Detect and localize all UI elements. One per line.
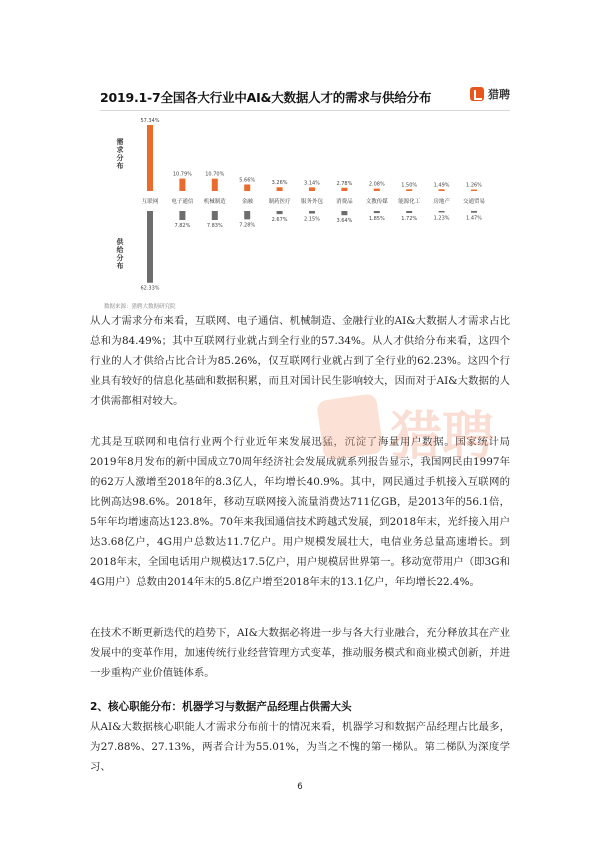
brand — [470, 86, 510, 102]
demand-bar — [309, 187, 315, 191]
chart-title: 2019.1-7全国各大行业中AI&大数据人才的需求与供给分布 — [100, 90, 432, 105]
supply-data-label: 62.33% — [140, 285, 160, 292]
brand-name: 猎聘 — [488, 88, 510, 101]
demand-axis-label: 需求分布 — [116, 138, 124, 170]
brand-logo-icon — [470, 87, 484, 101]
supply-data-label: 1.85% — [368, 216, 385, 223]
chart-source: 数据来源：猎聘大数据研究院 — [104, 304, 176, 310]
category-label: 交通贸易 — [462, 199, 486, 205]
supply-bar — [147, 211, 153, 283]
demand-bar — [439, 189, 445, 191]
category-label: 消费品 — [336, 199, 353, 205]
watermark-text: 猎聘 — [390, 407, 495, 467]
supply-data-label: 2.15% — [304, 216, 320, 223]
demand-data-label: 1.26% — [466, 182, 482, 189]
category-label: 房地产 — [433, 199, 450, 205]
paragraph-3: 在技术不断更新迭代的趋势下，AI&大数据必将进一步与各大行业融合，充分释放其在产业发展中的变革作用，加速传统行业经营管理方式变革，推动服务模式和商业模式创新，并进一步重构产业价值链体系。 — [90, 627, 510, 679]
category-label: 文教传媒 — [365, 199, 388, 205]
category-label: 金融 — [241, 199, 253, 205]
category-label: 机械制造 — [203, 199, 226, 205]
supply-bar — [406, 211, 412, 213]
demand-bar — [341, 188, 347, 191]
supply-bar — [244, 211, 250, 219]
demand-bar — [244, 184, 250, 191]
supply-data-label: 3.64% — [336, 218, 353, 225]
supply-bar — [439, 211, 445, 212]
demand-bar — [179, 179, 185, 191]
demand-data-label: 2.08% — [368, 181, 385, 188]
demand-bar — [212, 179, 218, 191]
supply-data-label: 7.82% — [174, 223, 191, 230]
category-label: 能源化工 — [398, 199, 421, 205]
supply-bar — [277, 211, 283, 214]
demand-data-label: 57.34% — [140, 118, 160, 124]
paragraph-2: 尤其是互联网和电信行业两个行业近年来发展迅猛，沉淀了海量用户数据。国家统计局2019年8月发布的新中国成立70周年经济社会发展成就系列报告显示，我国网民由1997年的62万人激增至2018年的8.3亿人，年均增长40.9%。其中，网民通过手机接入互联网的比例高达98.6%。2018年，移动互联网接入流量消费达711亿GB，是2013年的56.1倍，5年年均增速高达123.8%。70年来我国通信技术跨越式发展，到2018年末，光纤接入用户达3.68亿户，4G用户总数达11.7亿户。用户规模发展壮大，电信业务总量高速增长。到2018年末，全国电话用户规模达17.5亿户，用户规模居世界第一。移动宽带用户（即3G和4G用户）总数由2014年末的5.8亿户增至2018年末的13.1亿户，年均增长22.4%。 — [90, 436, 510, 588]
supply-bar — [374, 211, 380, 213]
category-label: 制药医疗 — [268, 199, 291, 205]
section-heading: 2、核心职能分布：机器学习与数据产品经理占供需大头 — [90, 701, 352, 713]
chart-header — [100, 84, 510, 110]
supply-bar — [341, 211, 347, 215]
demand-bar — [406, 189, 412, 191]
category-label: 服务外包 — [300, 199, 324, 205]
supply-data-label: 2.67% — [271, 217, 288, 224]
supply-bar — [309, 211, 315, 213]
paragraph-1: 从人才需求分布来看，互联网、电子通信、机械制造、金融行业的AI&大数据人才需求占比总和为84.49%；其中互联网行业就占到全行业的57.34%。从人才供给分布来看，这四个行业的人才供给占比合计为85.26%，仅互联网行业就占到了全行业的62.23%。这四个行业具有较好的信息化基础和数据积累，而且对国计民生影响较大，因而对于AI&大数据的人才供需都相对较大。 — [90, 315, 510, 407]
demand-bar — [277, 187, 283, 191]
demand-data-label: 1.50% — [401, 182, 418, 189]
category-label: 电子通信 — [171, 199, 194, 205]
supply-data-label: 1.47% — [466, 215, 482, 222]
demand-bar — [374, 189, 380, 191]
supply-bar — [179, 211, 185, 220]
supply-axis-label: 供给分布 — [116, 238, 124, 270]
demand-data-label: 1.49% — [433, 182, 450, 189]
supply-bar — [212, 211, 218, 220]
demand-data-label: 5.66% — [239, 177, 256, 184]
demand-data-label: 10.70% — [205, 171, 225, 178]
demand-data-label: 2.78% — [336, 180, 353, 187]
supply-data-label: 1.72% — [401, 215, 418, 222]
supply-data-label: 1.23% — [433, 215, 450, 222]
supply-bar — [471, 211, 477, 213]
demand-bar — [147, 125, 153, 191]
supply-data-label: 7.28% — [239, 222, 256, 229]
demand-data-label: 3.26% — [271, 180, 288, 187]
paragraph-4: 从AI&大数据核心职能人才需求分布前十的情况来看，机器学习和数据产品经理占比最多，为27.88%、27.13%，两者合计为55.01%，为当之不愧的第一梯队。第二梯队为深度学习、 — [90, 721, 510, 773]
page-number: 6 — [297, 782, 303, 792]
supply-data-label: 7.83% — [206, 223, 223, 230]
category-label: 互联网 — [141, 199, 159, 205]
demand-data-label: 10.79% — [172, 171, 192, 178]
demand-supply-chart — [100, 111, 510, 301]
demand-bar — [471, 190, 477, 191]
demand-data-label: 3.14% — [304, 180, 320, 187]
